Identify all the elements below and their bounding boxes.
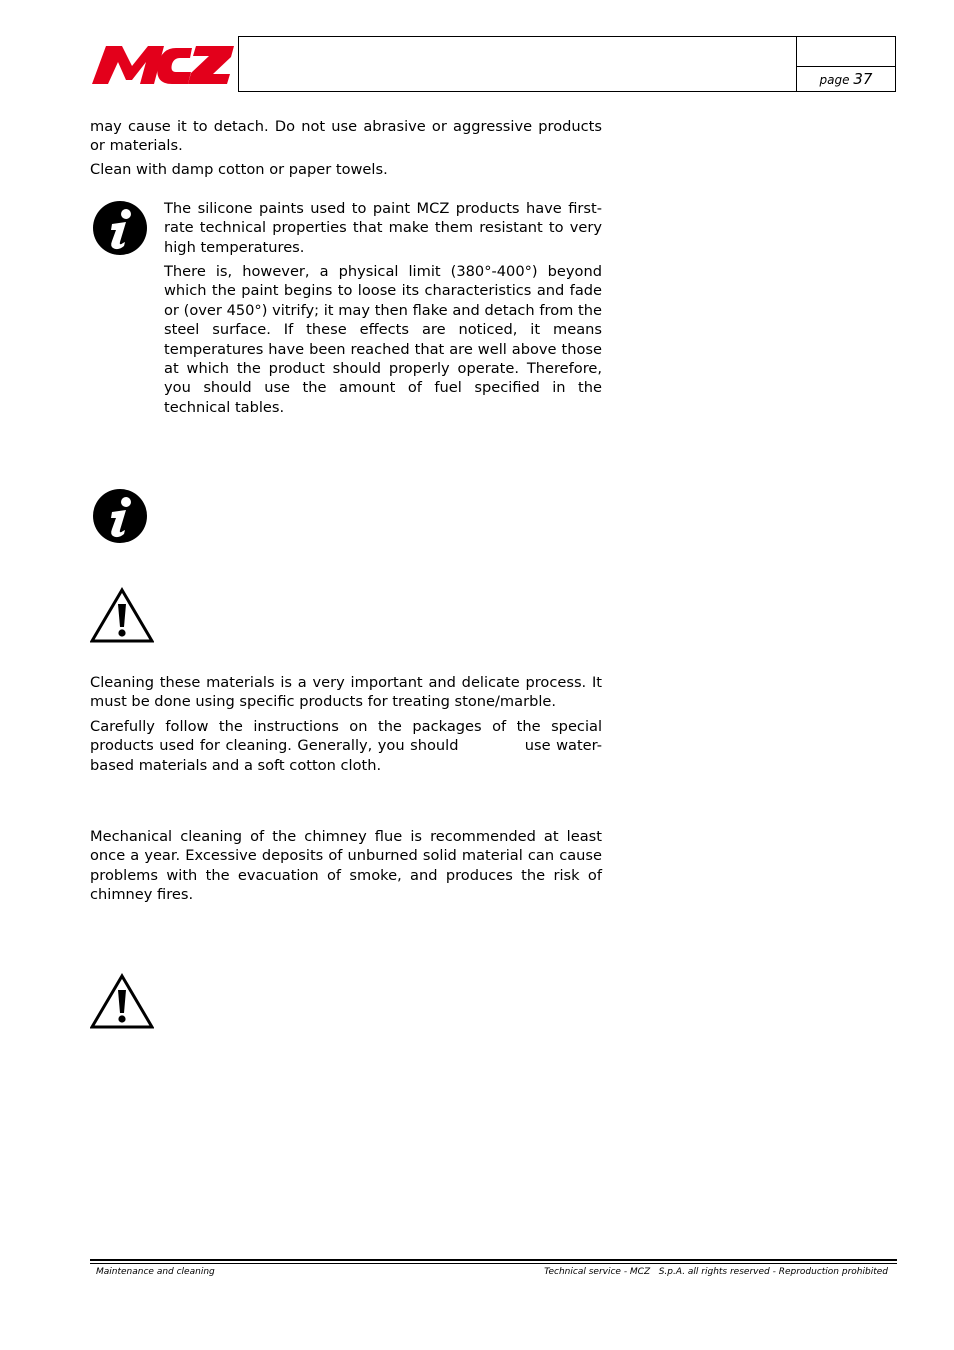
info-paragraph-2: There is, however, a physical limit (380°-400°) beyond which the paint begins to loose its characteristics and fade or (over 450°) vitrify; it may then flake and detach from the steel surface. If these effects are noticed, it means temperatures have been reached that are well above those at which the product should properly operate. Therefore, you should use the amount of fuel specified in the technical tables. [164, 263, 602, 416]
footer-section-title: Maintenance and cleaning [96, 1267, 215, 1277]
page-label: page [819, 73, 850, 87]
page-number-value: 37 [853, 70, 873, 88]
paragraph-chimney: Mechanical cleaning of the chimney flue is recommended at least once a year. Excessive deposits of unburned solid material can cause problems with the evacuation of smoke, and produces the risk of chimney fires. [90, 828, 602, 904]
footer-rule-thin [90, 1263, 897, 1264]
page-number [797, 67, 895, 92]
info-paragraph-1: The silicone paints used to paint MCZ products have first-rate technical properties that make them resistant to very high temperatures. [164, 200, 602, 256]
paragraph-instructions: Carefully follow the instructions on the packages of the special products used for cleaning. Generally, you should use water-based materials and a soft cotton cloth. [90, 718, 607, 774]
warning-icon [90, 973, 154, 1029]
paragraph-clean: Clean with damp cotton or paper towels. [90, 161, 388, 178]
warning-icon [90, 587, 154, 643]
paragraph-intro: may cause it to detach. Do not use abrasive or aggressive products or materials. [90, 118, 602, 155]
header-box [238, 36, 896, 92]
info-icon [92, 488, 148, 544]
footer-rule [90, 1259, 897, 1261]
paragraph-stone-cleaning: Cleaning these materials is a very important and delicate process. It must be done using specific products for treating stone/marble. [90, 674, 602, 711]
info-icon [92, 200, 148, 256]
mcz-logo [92, 44, 234, 86]
footer-copyright: Technical service - MCZ S.p.A. all rights reserved - Reproduction prohibited [544, 1267, 888, 1277]
